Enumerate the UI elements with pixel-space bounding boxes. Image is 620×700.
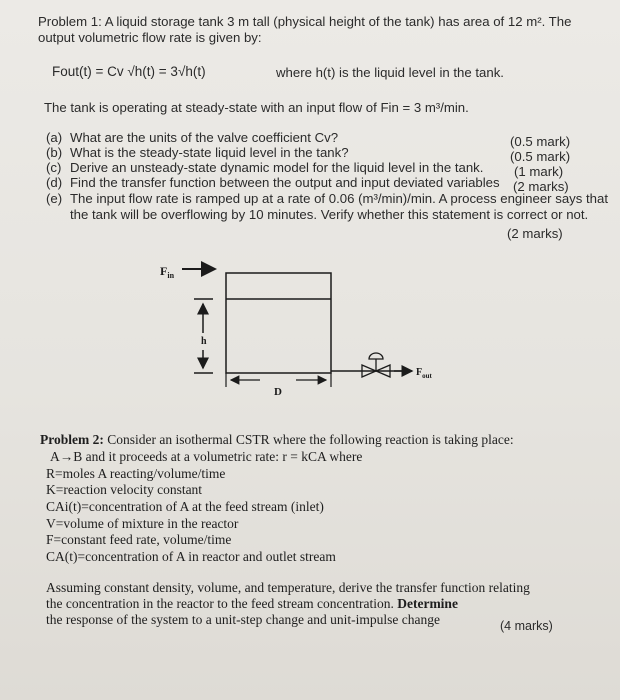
question-text: What is the steady-state liquid level in the tank? bbox=[70, 145, 349, 160]
valve-icon bbox=[362, 353, 390, 377]
definition-item: F=constant feed rate, volume/time bbox=[46, 532, 232, 547]
definition-item: CA(t)=concentration of A in reactor and outlet stream bbox=[46, 549, 336, 564]
question-text: The input flow rate is ramped up at a rate of 0.06 (m³/min)/min. A process engineer says that bbox=[70, 191, 609, 206]
where-note: where h(t) is the liquid level in the tank. bbox=[276, 65, 504, 80]
definition-item: K=reaction velocity constant bbox=[46, 482, 203, 497]
question-text: What are the units of the valve coefficient Cv? bbox=[70, 130, 339, 145]
question-marks: (0.5 mark) bbox=[510, 149, 571, 164]
closing-line-2-emphasis: Determine bbox=[397, 596, 458, 611]
steady-state-statement: The tank is operating at steady-state with an input flow of Fin = 3 m³/min. bbox=[44, 100, 469, 115]
question-label: (c) bbox=[46, 160, 62, 175]
reaction-statement: A→B and it proceeds at a volumetric rate: r = kCA where bbox=[50, 449, 363, 464]
definition-item: R=moles A reacting/volume/time bbox=[46, 466, 226, 481]
flow-equation: Fout(t) = Cv √h(t) = 3√h(t) bbox=[52, 64, 206, 79]
diameter-label: D bbox=[274, 386, 282, 398]
question-text: Find the transfer function between the output and input deviated variables bbox=[70, 175, 500, 190]
fout-label: $F_{out}$ bbox=[416, 367, 432, 380]
question-label: (b) bbox=[46, 145, 63, 160]
problem2-intro: Consider an isothermal CSTR where the following reaction is taking place: bbox=[107, 432, 514, 447]
question-marks: (1 mark) bbox=[514, 164, 564, 179]
question-label: (a) bbox=[46, 130, 63, 145]
problem1-header-cont: output volumetric flow rate is given by: bbox=[38, 30, 262, 45]
height-label: h bbox=[201, 336, 207, 347]
problem2-intro-line bbox=[40, 432, 514, 448]
definition-item: V=volume of mixture in the reactor bbox=[46, 516, 239, 531]
tank-body bbox=[226, 273, 331, 373]
problem2-title: Problem 2: bbox=[40, 432, 104, 447]
problem1-header: Problem 1: A liquid storage tank 3 m tall (physical height of the tank) has area of 12 m². The bbox=[38, 14, 572, 29]
problem2-marks: (4 marks) bbox=[500, 619, 553, 633]
question-e-marks: (2 marks) bbox=[507, 226, 563, 241]
closing-line-3: the response of the system to a unit-step change and unit-impulse change bbox=[46, 612, 441, 627]
question-e-continuation: the tank will be overflowing by 10 minutes. Verify whether this statement is correct or not. bbox=[70, 207, 589, 222]
closing-line-1: Assuming constant density, volume, and temperature, derive the transfer function relating bbox=[46, 580, 530, 595]
closing-line-2-text: the concentration in the reactor to the feed stream concentration. bbox=[46, 596, 394, 611]
definition-item: CAi(t)=concentration of A at the feed stream (inlet) bbox=[46, 499, 324, 514]
question-marks: (2 marks) bbox=[513, 179, 569, 194]
closing-line-2 bbox=[46, 596, 458, 612]
question-label: (d) bbox=[46, 175, 63, 190]
question-text: Derive an unsteady-state dynamic model for the liquid level in the tank. bbox=[70, 160, 484, 175]
fin-label: $F_{in}$ bbox=[160, 264, 175, 280]
question-marks: (0.5 mark) bbox=[510, 134, 571, 149]
question-label: (e) bbox=[46, 191, 63, 206]
tank-diagram bbox=[150, 255, 470, 405]
